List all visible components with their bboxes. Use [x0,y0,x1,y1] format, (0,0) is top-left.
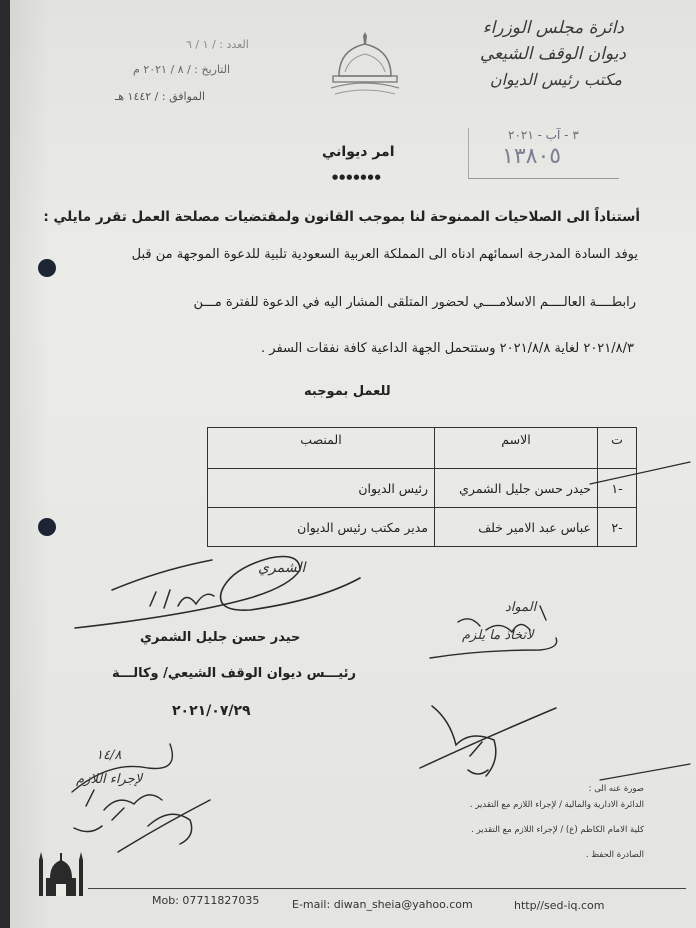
handwritten-note-right-line-1: المواد [505,600,537,615]
table-cell-name: حيدر حسن جليل الشمري [435,469,598,508]
document-title: امر ديواني [322,144,395,160]
table-cell-number: -٢ [598,508,637,547]
hijri-value: / ١٤٤٢ هـ [115,90,159,103]
signature-date: ٢٠٢١/٠٧/٢٩ [172,703,251,719]
signatory-title: رئيـــس ديوان الوقف الشيعي/ وكالـــة [112,666,356,681]
stamp-number: ١٣٨٠٥ [502,144,562,169]
column-header-name: الاسم [435,428,598,469]
department-name: ديوان الوقف الشيعي [479,44,626,64]
intro-paragraph: أستناداً الى الصلاحيات الممنوحة لنا بموجب القانون ولمقتضيات مصلحة العمل تقرر مايلي : [43,209,640,225]
copy-to-heading: صورة عنه الى : [588,784,644,794]
handwritten-note-left-line-2: لإجراء اللازم [76,772,143,787]
date-value: / ٨ / ٢٠٢١ م [133,63,191,76]
number-label: العدد : [219,38,249,51]
copy-to-item: الدائرة الادارية والمالية / لإجراء اللازم مع التقدير . [469,800,644,810]
footer-mobile: Mob: 07711827035 [152,894,260,907]
hijri-label: الموافق : [161,90,206,103]
signatory-name: حيدر حسن جليل الشمري [140,630,301,645]
body-line-2: رابطــــة العالــــم الاسلامــــي لحضور المتلقى المشار اليه في الدعوة للفترة مـــن [193,295,636,310]
table-cell-position: رئيس الديوان [208,469,435,508]
handwritten-note-right-line-2: لاتخاذ ما يلزم [462,628,534,643]
body-line-1: يوفد السادة المدرجة اسمائهم ادناه الى المملكة العربية السعودية تلبية للدعوة الموجهة من قبل [131,247,638,262]
number-value: / ١ / ٦ [186,38,216,51]
table-cell-number: -١ [598,469,637,508]
table-cell-name: عباس عبد الامير خلف [435,508,598,547]
handwritten-note-left-line-1: ١٤/٨ [96,748,122,763]
handwritten-signature-text: الشمري [258,560,306,576]
column-header-position: المنصب [208,428,435,469]
title-dots: ●●●●●●● [332,173,382,181]
mosque-logo-icon [36,848,86,900]
footer-website: http//sed-iq.com [514,899,605,912]
copy-to-item: كلية الامام الكاظم (ع) / لإجراء اللازم مع التقدير . [471,825,644,835]
footer-email: E-mail: diwan_sheia@yahoo.com [292,898,473,911]
date-label: التاريخ : [194,63,231,76]
column-header-number: ت [598,428,637,469]
table-cell-position: مدير مكتب رئيس الديوان [208,508,435,547]
copy-to-item: الصادرة الحفظ . [585,850,644,860]
stamp-date: ٣ - آب - ٢٠٢١ [508,128,579,142]
action-line: للعمل بموجبه [304,384,391,399]
ministry-name: دائرة مجلس الوزراء [482,18,624,38]
body-line-3: ٢٠٢١/٨/٣ لغاية ٢٠٢١/٨/٨ وستتحمل الجهة الداعية كافة نفقات السفر . [261,341,634,356]
footer-divider [88,888,686,889]
office-name: مكتب رئيس الديوان [489,70,622,89]
